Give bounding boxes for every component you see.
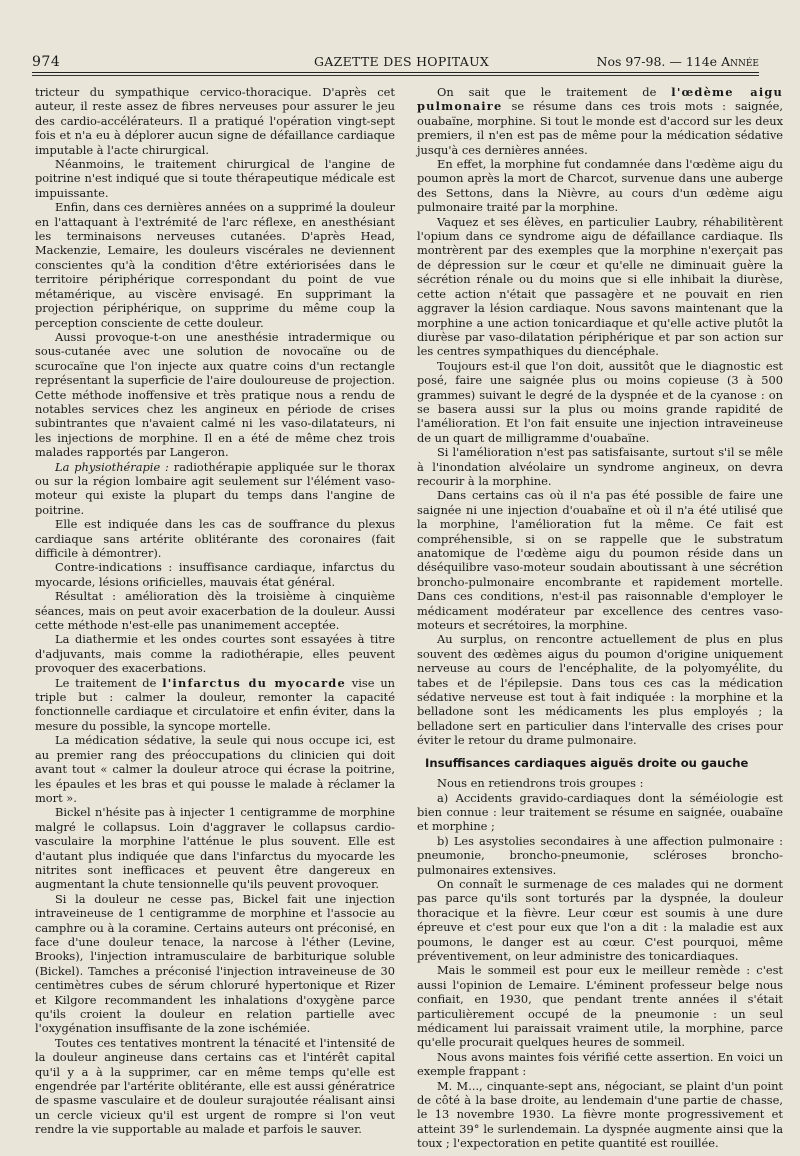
paragraph: La diathermie et les ondes courtes sont essayées à titre d'adjuvants, mais comme la radiothérapie, elles peuvent provoquer des exacerbations.	[35, 632, 395, 676]
paragraph: Nous en retiendrons trois groupes :	[437, 776, 644, 791]
paragraph: Toujours est-il que l'on doit, aussitôt que le diagnostic est posé, faire une saignée plus ou moins copieuse (3 à 500 grammes) suivant le degré de la dyspnée et de la cyanose : on se basera aussi sur la plus ou moins grande rapidité de l'amélioration. Et l'on fait ensuite une injection intraveineuse de un quart de milligramme d'ouabaïne.	[417, 358, 783, 445]
paragraph-text: Le traitement de	[55, 675, 163, 690]
paragraph: Bickel n'hésite pas à injecter 1 centigramme de morphine malgré le collapsus. Loin d'aggraver le collapsus cardio-vasculaire la morphine l'atténue le plus souvent. Elle est d'autant plus indiquée que dans l'infarctus du myocarde les nitrites sont inefficaces et peuvent être dangereux en augmentant la chute tensionnelle qu'ils peuvent provoquer.	[35, 805, 395, 892]
paragraph-text: vise un triple but : calmer la douleur, remonter la capacité fonctionnelle cardiaque et circulatoire et enfin éviter, dans la mesure du possible, la syncope mortelle.	[35, 675, 396, 733]
paragraph: b) Les asystolies secondaires à une affection pulmonaire : pneumonie, broncho-pneumonie, scléroses broncho-pulmonaires extensives.	[417, 833, 783, 877]
bold-term: l'infarctus du myocarde	[162, 675, 346, 690]
right-column	[417, 85, 783, 1151]
paragraph	[35, 676, 395, 734]
paragraph: tricteur du sympathique cervico-thoracique. D'après cet auteur, il reste assez de fibres nerveuses pour assurer le jeu des cardio-accélérateurs. Il a pratiqué l'opération vingt-sept fois et n'a eu à déplorer aucun signe de défaillance cardiaque imputable à l'acte chirurgical.	[35, 85, 395, 157]
issue-info	[597, 54, 759, 69]
paragraph-text: se résume dans ces trois mots : saignée, ouabaïne, morphine. Si tout le monde est d'accord sur les deux premiers, il n'en est pas de même pour la médication sédative jusqu'à ces dernières années.	[417, 99, 783, 157]
paragraph	[417, 85, 783, 157]
paragraph: Résultat : amélioration dès la troisième à cinquième séances, mais on peut avoir exacerbation de la douleur. Aussi cette méthode n'est-elle pas unanimement acceptée.	[35, 589, 395, 633]
paragraph-text: radiothérapie appliquée sur le thorax ou sur la région lombaire agit seulement sur l'élément vaso-moteur qui existe la plupart du temps dans l'angine de poitrine.	[35, 459, 395, 517]
issue-number: Nos 97-98. — 114e	[596, 54, 718, 69]
italic-lead: La physiothérapie :	[55, 459, 169, 474]
paragraph	[35, 460, 395, 518]
paragraph: Si l'amélioration n'est pas satisfaisante, surtout s'il se mêle à l'inondation alvéolaire un syndrome angineux, on devra recourir à la morphine.	[417, 445, 783, 488]
header-rule-thick	[32, 72, 759, 73]
paragraph-text: On sait que le traitement de	[437, 85, 672, 99]
paragraph: Si la douleur ne cesse pas, Bickel fait une injection intraveineuse de 1 centigramme de morphine et l'associe au camphre ou à la coramine. Certains auteurs ont préconisé, en face d'une douleur tenace, la narcose à l'éther (Levine, Brooks), l'injection intramusculaire de barbiturique soluble (Bickel). Tamches a préconisé l'injection intraveineuse de 30 centimètres cubes de sérum chloruré hypertonique et Rizer et Kilgore recommandent les inhalations d'oxygène parce qu'ils croient la douleur en relation partielle avec l'oxygénation insuffisante de la zone ischémiée.	[35, 891, 395, 1036]
paragraph: Néanmoins, le traitement chirurgical de l'angine de poitrine n'est indiqué que si toute thérapeutique médicale est impuissante.	[35, 157, 395, 200]
paragraph: Nous avons maintes fois vérifié cette assertion. En voici un exemple frappant :	[417, 1049, 783, 1079]
issue-year-label: Année	[721, 54, 759, 69]
page-number: 974	[32, 54, 61, 70]
left-column	[35, 85, 395, 1137]
running-header	[32, 52, 759, 72]
bold-term: l'œdème aigu pulmonaire	[417, 85, 783, 114]
paragraph: Aussi provoque-t-on une anesthésie intradermique ou sous-cutanée avec une solution de novocaïne ou de scurocaïne que l'on injecte aux quatre coins d'un rectangle représentant la superficie de l'aire douloureuse de projection. Cette méthode inoffensive et très pratique nous a rendu de notables services chez les angineux en période de crises subintrantes que n'avaient calmé ni les vaso-dilatateurs, ni les injections de morphine. Il en a été de même chez trois malades rapportés par Langeron.	[35, 329, 395, 460]
journal-title: GAZETTE DES HOPITAUX	[314, 54, 490, 69]
paragraph: Vaquez et ses élèves, en particulier Laubry, réhabilitèrent l'opium dans ce syndrome aigu de défaillance cardiaque. Ils montrèrent par des exemples que la morphine n'exerçait pas de dépression sur le cœur et qu'elle ne diminuait guère la sécrétion rénale ou du moins que si elle inhibait la diurèse, cette action n'était que passagère et ne pouvait en rien aggraver la lésion cardiaque. Nous savons maintenant que la morphine a une action tonicardiaque et qu'elle active plutôt la diurèse par vaso-dilatation périphérique et par son action sur les centres sympathiques du diencéphale.	[417, 214, 783, 359]
paragraph: Au surplus, on rencontre actuellement de plus en plus souvent des œdèmes aigus du poumon d'origine uniquement nerveuse au cours de l'encéphalite, de la polyomyélite, du tabes et de l'épilepsie. Dans tous ces cas la médication sédative nerveuse est tout à fait indiquée : la morphine et la belladone sont les médicaments les plus employés ; la belladone sert en particulier dans l'intervalle des crises pour éviter le retour du drame pulmonaire.	[417, 632, 783, 748]
paragraph: M. M..., cinquante-sept ans, négociant, se plaint d'un point de côté à la base droite, au lendemain d'une partie de chasse, le 13 novembre 1930. La fièvre monte progressivement et atteint 39° le surlendemain. La dyspnée augmente ainsi que la toux ; l'expectoration en petite quantité est rouillée.	[417, 1078, 783, 1151]
paragraph: Elle est indiquée dans les cas de souffrance du plexus cardiaque sans artérite oblitérante des coronaires (fait difficile à démontrer).	[35, 517, 395, 560]
paragraph: En effet, la morphine fut condamnée dans l'œdème aigu du poumon après la mort de Charcot, survenue dans une auberge des Settons, dans la Nièvre, au cours d'un œdème aigu pulmonaire traité par la morphine.	[417, 157, 783, 215]
section-heading: Insuffisances cardiaques aiguës droite ou gauche	[425, 755, 749, 770]
paragraph: a) Accidents gravido-cardiaques dont la séméiologie est bien connue : leur traitement se résume en saignée, ouabaïne et morphine ;	[417, 790, 783, 834]
paragraph: Toutes ces tentatives montrent la ténacité et l'intensité de la douleur angineuse dans certains cas et l'intérêt capital qu'il y a à la supprimer, car en même temps qu'elle est engendrée par l'artérite oblitérante, elle est aussi génératrice de spasme vasculaire et de douleur surajoutée réalisant ainsi un cercle vicieux qu'il est urgent de rompre si l'on veut rendre la vie supportable au malade et parfois le sauver.	[35, 1035, 395, 1137]
paragraph: La médication sédative, la seule qui nous occupe ici, est au premier rang des préoccupations du clinicien qui doit avant tout « calmer la douleur atroce qui écrase la poitrine, les épaules et les bras et qui pousse le malade à réclamer la mort ».	[35, 733, 395, 805]
paragraph: On connaît le surmenage de ces malades qui ne dorment pas parce qu'ils sont torturés par la dyspnée, la douleur thoracique et la fièvre. Leur cœur est soumis à une dure épreuve et c'est pour eux que l'on a dit : la maladie est aux poumons, le danger est au cœur. C'est pourquoi, même préventivement, on leur administre des tonicardiaques.	[417, 876, 783, 963]
paragraph: Contre-indications : insuffisance cardiaque, infarctus du myocarde, lésions orificielles, mauvais état général.	[35, 560, 395, 589]
paragraph: Enfin, dans ces dernières années on a supprimé la douleur en l'attaquant à l'extrémité de l'arc réflexe, en anesthésiant les terminaisons nerveuses cutanées. D'après Head, Mackenzie, Lemaire, les douleurs viscérales ne deviennent conscientes qu'à la condition d'être extériorisées dans le territoire périphérique correspondant du point de vue métamérique, au viscère envisagé. En supprimant la projection périphérique, on supprime du même coup la perception consciente de cette douleur.	[35, 200, 395, 330]
paragraph: Mais le sommeil est pour eux le meilleur remède : c'est aussi l'opinion de Lemaire. L'éminent professeur belge nous confiait, en 1930, que pendant trente années il s'était particulièrement occupé de la pneumonie : un seul médicament lui paraissait vraiment utile, la morphine, parce qu'elle procurait quelques heures de sommeil.	[417, 963, 783, 1050]
paragraph: Dans certains cas où il n'a pas été possible de faire une saignée ni une injection d'ouabaïne et où il n'a été utilisé que la morphine, l'amélioration fut la même. Ce fait est compréhensible, si on se rappelle que le substratum anatomique de l'œdème aigu du poumon réside dans un déséquilibre vaso-moteur soudain aboutissant à une sécrétion broncho-pulmonaire encombrante et rapidement mortelle. Dans ces conditions, n'est-il pas raisonnable d'employer le médicament modérateur par excellence des centres vaso-moteurs et secrétoires, la morphine.	[417, 488, 783, 633]
header-rule-thin	[32, 75, 759, 76]
